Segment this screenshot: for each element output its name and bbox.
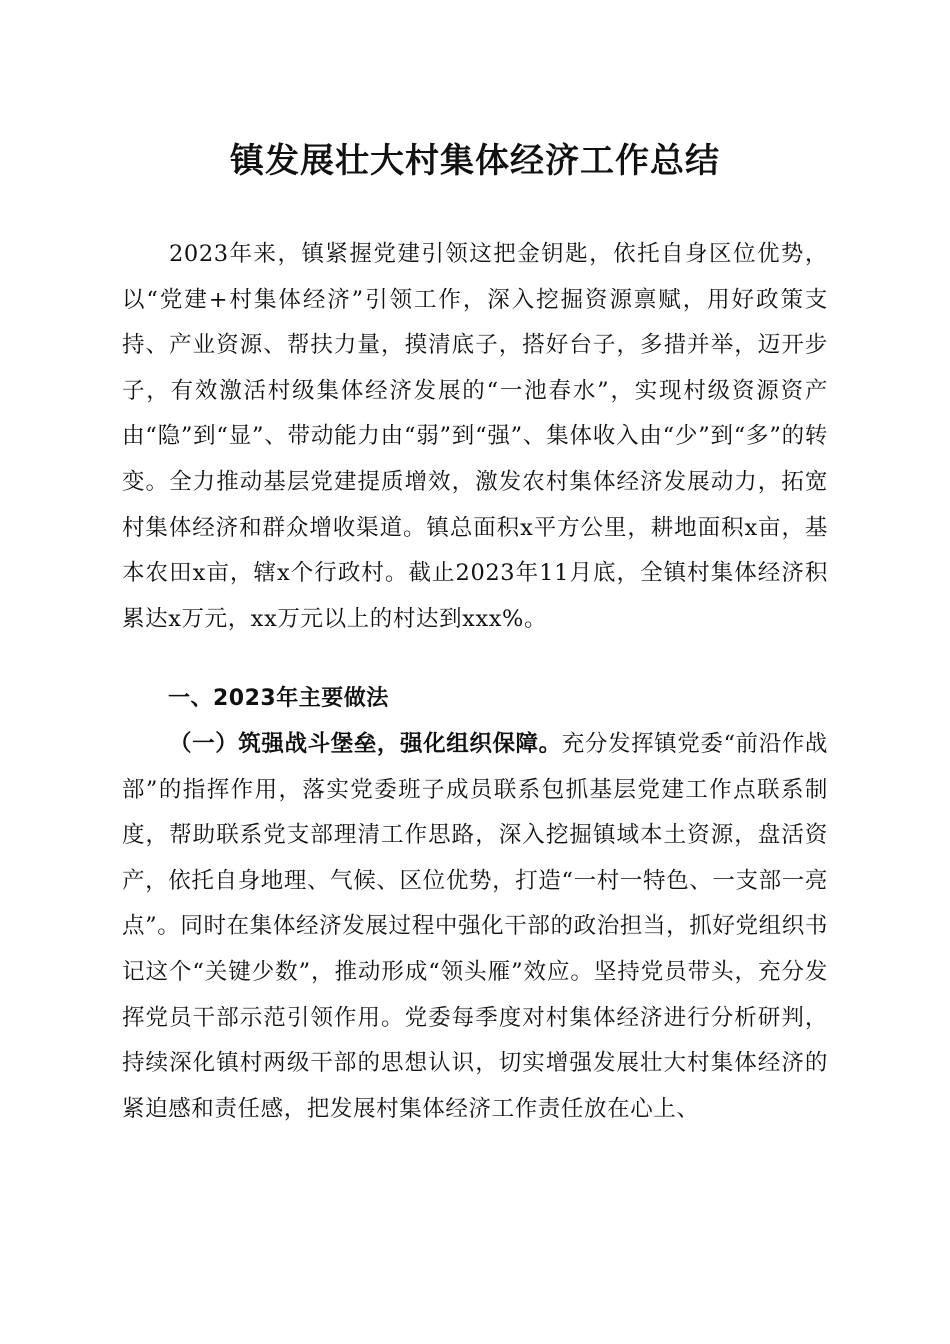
subsection-heading: （一）筑强战斗堡垒，强化组织保障。: [169, 731, 562, 757]
section-heading: 一、2023年主要做法: [168, 686, 389, 711]
document-title: 镇发展壮大村集体经济工作总结: [230, 141, 720, 181]
subsection-paragraph: [122, 722, 828, 1132]
subsection-text: 充分发挥镇党委“前沿作战部”的指挥作用，落实党委班子成员联系包抓基层党建工作点联系制度，帮助联系党支部理清工作思路，深入挖掘镇域本土资源，盘活资产，依托自身地理、气候、区位优势，打造“一村一特色、一支部一亮点”。同时在集体经济发展过程中强化干部的政治担当，抓好党组织书记这个“关键少数”，推动形成“领头雁”效应。坚持党员带头，充分发挥党员干部示范引领作用。党委每季度对村集体经济进行分析研判，持续深化镇村两级干部的思想认识，切实增强发展壮大村集体经济的紧迫感和责任感，把发展村集体经济工作责任放在心上、: [122, 731, 829, 1122]
intro-paragraph: 2023年来，镇紧握党建引领这把金钥匙，依托自身区位优势，以“党建+村集体经济”引领工作，深入挖掘资源禀赋，用好政策支持、产业资源、帮扶力量，摸清底子，搭好台子，多措并举，迈开步子，有效激活村级集体经济发展的“一池春水”，实现村级资源资产由“隐”到“显”、带动能力由“弱”到“强”、集体收入由“少”到“多”的转变。全力推动基层党建提质增效，激发农村集体经济发展动力，拓宽村集体经济和群众增收渠道。镇总面积x平方公里，耕地面积x亩，基本农田x亩，辖x个行政村。截止2023年11月底，全镇村集体经济积累达x万元，xx万元以上的村达到xxx%。: [122, 241, 828, 632]
